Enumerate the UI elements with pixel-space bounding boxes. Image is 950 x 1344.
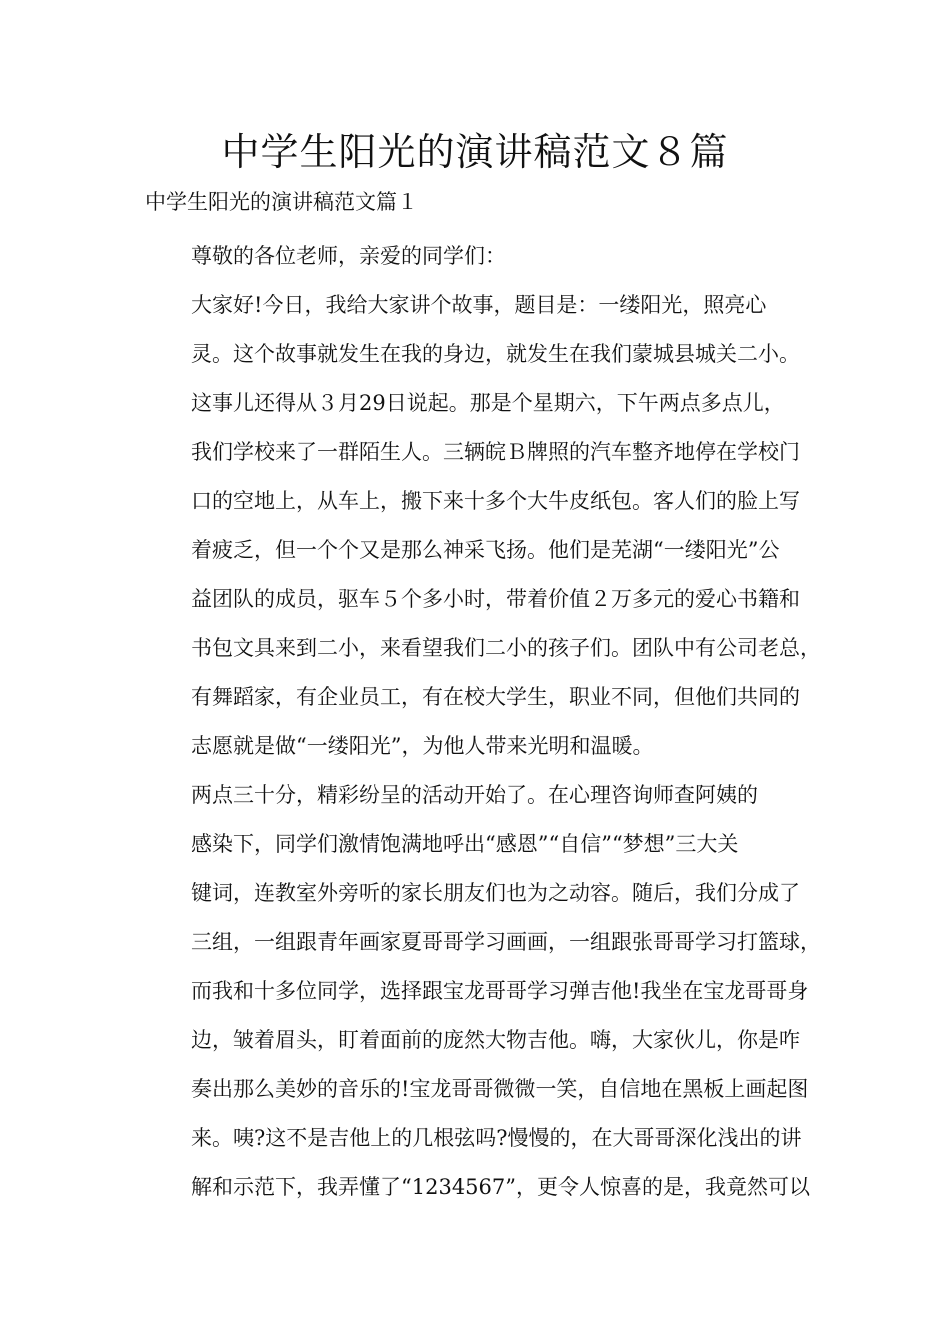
- paragraph-line: 大家好!今日，我给大家讲个故事，题目是：一缕阳光，照亮心: [191, 293, 767, 317]
- paragraph-line: 解和示范下，我弄懂了“1234567”，更令人惊喜的是，我竟然可以: [191, 1175, 810, 1199]
- document-title: 中学生阳光的演讲稿范文８篇: [221, 130, 729, 174]
- paragraph-line: 尊敬的各位老师，亲爱的同学们：: [191, 244, 506, 268]
- paragraph-activity: [145, 771, 825, 1212]
- paragraph-line: 来。咦?这不是吉他上的几根弦吗?慢慢的，在大哥哥深化浅出的讲: [191, 1126, 802, 1150]
- paragraph-line: 三组，一组跟青年画家夏哥哥学习画画，一组跟张哥哥学习打篮球，: [191, 930, 821, 954]
- paragraph-line: 奏出那么美妙的音乐的!宝龙哥哥微微一笑，自信地在黑板上画起图: [191, 1077, 809, 1101]
- paragraph-line: 志愿就是做“一缕阳光”，为他人带来光明和温暖。: [191, 734, 654, 758]
- paragraph-intro: [145, 281, 825, 379]
- paragraph-line: 感染下，同学们激情饱满地呼出“感恩”“自信”“梦想”三大关: [191, 832, 739, 856]
- paragraph-story-start: [145, 379, 825, 771]
- paragraph-line: 边，皱着眉头，盯着面前的庞然大物吉他。嗨，大家伙儿，你是咋: [191, 1028, 800, 1052]
- paragraph-line: 我们学校来了一群陌生人。三辆皖Ｂ牌照的汽车整齐地停在学校门: [191, 440, 800, 464]
- paragraph-line: 两点三十分，精彩纷呈的活动开始了。在心理咨询师查阿姨的: [191, 783, 758, 807]
- paragraph-line: 着疲乏，但一个个又是那么神采飞扬。他们是芜湖“一缕阳光”公: [191, 538, 780, 562]
- document-body: [145, 232, 825, 1212]
- paragraph-line: 而我和十多位同学，选择跟宝龙哥哥学习弹吉他!我坐在宝龙哥哥身: [191, 979, 809, 1003]
- paragraph-line: 这事儿还得从３月29日说起。那是个星期六，下午两点多点儿，: [191, 391, 785, 415]
- paragraph-line: 书包文具来到二小，来看望我们二小的孩子们。团队中有公司老总，: [191, 636, 821, 660]
- paragraph-greeting: [145, 232, 825, 281]
- section-heading: 中学生阳光的演讲稿范文篇１: [145, 190, 418, 214]
- paragraph-line: 有舞蹈家，有企业员工，有在校大学生，职业不同，但他们共同的: [191, 685, 800, 709]
- paragraph-line: 益团队的成员，驱车５个多小时，带着价值２万多元的爱心书籍和: [191, 587, 800, 611]
- paragraph-line: 口的空地上，从车上，搬下来十多个大牛皮纸包。客人们的脸上写: [191, 489, 800, 513]
- paragraph-line: 灵。这个故事就发生在我的身边，就发生在我们蒙城县城关二小。: [191, 342, 800, 366]
- paragraph-line: 键词，连教室外旁听的家长朋友们也为之动容。随后，我们分成了: [191, 881, 800, 905]
